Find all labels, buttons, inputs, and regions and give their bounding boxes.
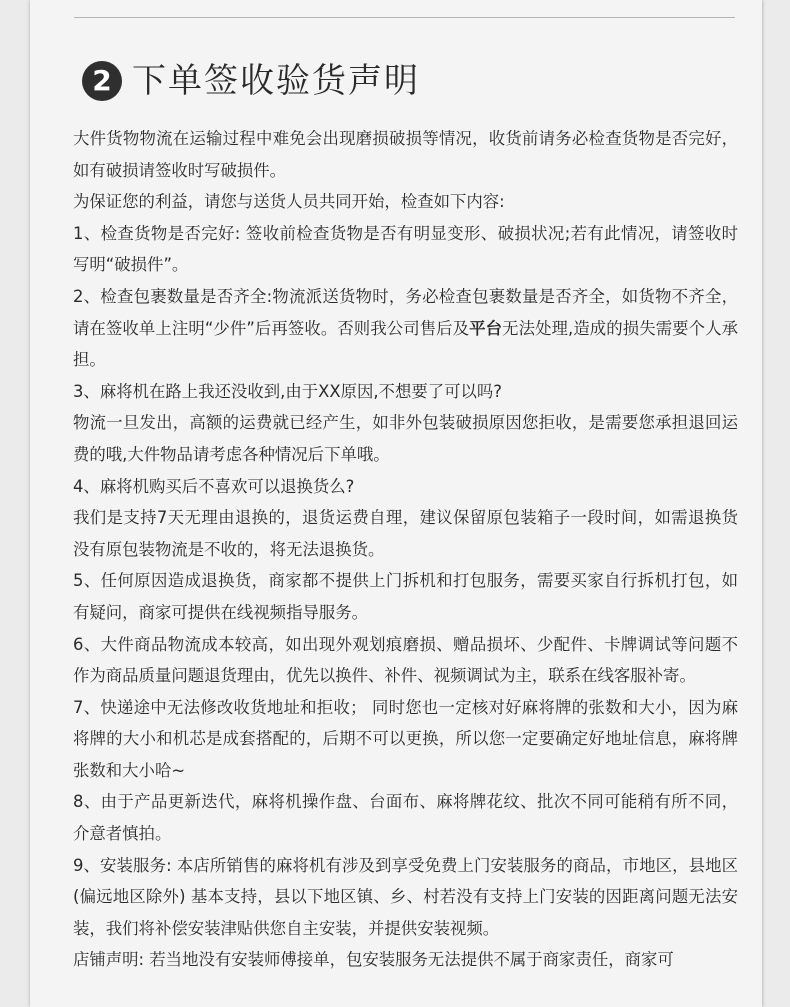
item-2-text-end: 无法处理,造成的损失需要个人承担。	[73, 318, 739, 370]
store-statement: 店铺声明: 若当地没有安装师傅接单，包安装服务无法提供不属于商家责任，商家可	[73, 950, 674, 970]
item-2-text: 2、检查包裹数量是否齐全:物流派送货物时，务必检查包裹数量是否齐全，如货物不齐全，请在签收单上注明“少件”后再签收。否则我公司售后及	[73, 286, 738, 338]
section-title: 下单签收验货声明	[132, 61, 420, 101]
check-instruction: 为保证您的利益，请您与送货人员共同开始，检查如下内容:	[73, 192, 505, 212]
section-number-badge: 2	[82, 61, 122, 101]
item-6-logistics-cost: 6、大件商品物流成本较高，如出现外观划痕磨损、赠品损坏、少配件、卡牌调试等问题不作为商品质量问题退货理由，优先以换件、补件、视频调试为主，联系在线客服补寄。	[73, 634, 738, 686]
section-heading	[82, 58, 420, 104]
notice-body	[73, 123, 738, 976]
item-4-question: 4、麻将机购买后不喜欢可以退换货么?	[73, 476, 355, 496]
content-panel	[30, 0, 762, 1007]
item-5-return-service: 5、任何原因造成退换货，商家都不提供上门拆机和打包服务，需要买家自行拆机打包，如有疑问，商家可提供在线视频指导服务。	[73, 571, 738, 622]
item-2-emphasis: 平台	[469, 318, 503, 338]
intro-paragraph: 大件货物物流在运输过程中难免会出现磨损破损等情况，收货前请务必检查货物是否完好，如有破损请签收时写破损件。	[73, 129, 738, 180]
item-1-check-goods: 1、检查货物是否完好: 签收前检查货物是否有明显变形、破损状况;若有此情况，请签收时写明“破损件”。	[73, 223, 738, 275]
item-7-address-change: 7、快递途中无法修改收货地址和拒收； 同时您也一定核对好麻将牌的张数和大小，因为麻将牌的大小和机芯是成套搭配的，后期不可以更换，所以您一定要确定好地址信息，麻将牌张数和大小哈~	[73, 697, 738, 780]
item-3-answer: 物流一旦发出，高额的运费就已经产生，如非外包装破损原因您拒收，是需要您承担退回运费的哦,大件物品请考虑各种情况后下单哦。	[73, 413, 738, 464]
top-divider	[74, 17, 735, 18]
item-2-check-packages	[73, 281, 738, 376]
item-3-question: 3、麻将机在路上我还没收到,由于XX原因,不想要了可以吗?	[73, 381, 502, 401]
item-9-installation-service: 9、安装服务: 本店所销售的麻将机有涉及到享受免费上门安装服务的商品，市地区，县地区(偏远地区除外) 基本支持，县以下地区镇、乡、村若没有支持上门安装的因距离问题无法安装，我们将补偿安装津贴供您自主安装，并提供安装视频。	[73, 855, 738, 938]
item-8-product-iteration: 8、由于产品更新迭代，麻将机操作盘、台面布、麻将牌花纹、批次不同可能稍有所不同，介意者慎拍。	[73, 792, 738, 844]
item-4-answer: 我们是支持7天无理由退换的，退货运费自理，建议保留原包装箱子一段时间，如需退换货没有原包装物流是不收的，将无法退换货。	[73, 508, 738, 559]
